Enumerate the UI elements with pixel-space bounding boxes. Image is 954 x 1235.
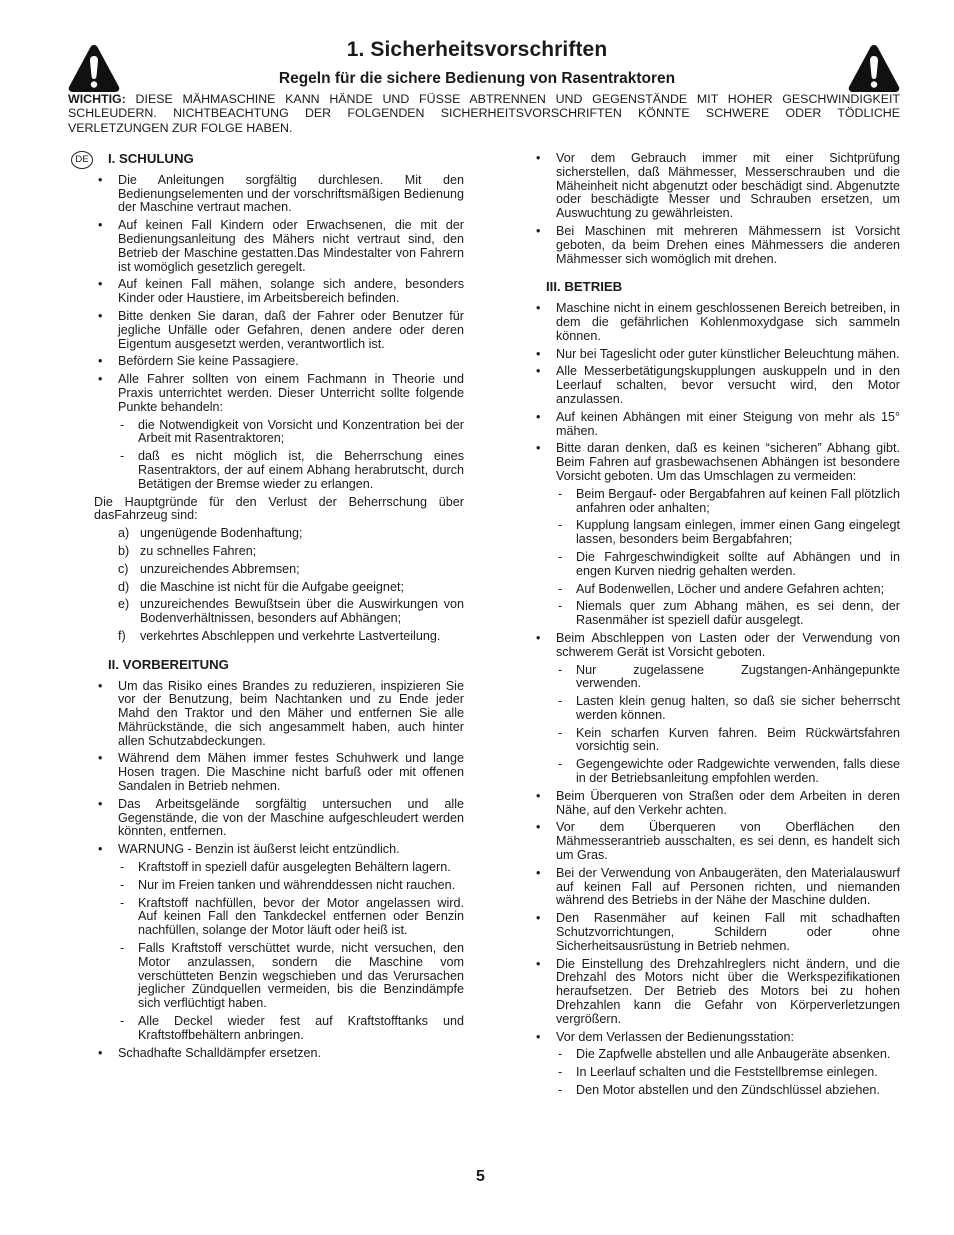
item-text: unzureichendes Bewußtsein über die Auswirkungen von Bodenverhältnissen, besonders auf Abhängen;: [140, 597, 464, 626]
sub-list-item: - Die Zapfwelle abstellen und alle Anbaugeräte absenken.: [556, 1048, 900, 1062]
list-item: • Bitte denken Sie daran, daß der Fahrer oder Benutzer für jegliche Unfälle oder Gefahren, denen andere oder deren Eigentum ausgesetzt werden, verantwortlich ist.: [94, 310, 464, 351]
list-item: • Alle Messerbetätigungskupplungen auskuppeln und in den Leerlauf schalten, bevor versucht wird, den Motor anzulassen.: [532, 365, 900, 406]
sub-list-item: - Lasten klein genug halten, so daß sie sicher beherrscht werden können.: [556, 695, 900, 723]
sub-list-item: - In Leerlauf schalten und die Feststellbremse einlegen.: [556, 1066, 900, 1080]
list-item: • Bei der Verwendung von Anbaugeräten, den Materialauswurf auf keinen Fall auf Personen richten, und niemanden während des Betriebs in der Nähe der Maschine dulden.: [532, 867, 900, 908]
list-item: • Vor dem Überqueren von Oberflächen den Mähmesserantrieb ausschalten, es sei denn, es handelt sich um Gras.: [532, 821, 900, 862]
item-text: verkehrtes Abschleppen und verkehrte Lastverteilung.: [140, 628, 441, 643]
list-item: • Nur bei Tageslicht oder guter künstlicher Beleuchtung mähen.: [532, 348, 900, 362]
sub-list-item: - Den Motor abstellen und den Zündschlüssel abziehen.: [556, 1084, 900, 1098]
schulung-sublist: [118, 419, 464, 492]
sub-list-item: - Kraftstoff nachfüllen, bevor der Motor angelassen wird. Auf keinen Fall den Tankdeckel entfernen oder Benzin nachfüllen, solange der Motor läuft oder heiß ist.: [118, 897, 464, 938]
item-text: die Maschine ist nicht für die Aufgabe geeignet;: [140, 579, 404, 594]
section-heading-betrieb: III. BETRIEB: [546, 279, 623, 295]
list-item-with-sublist: [532, 1031, 900, 1098]
page-number: 5: [476, 1168, 485, 1185]
list-item: [94, 630, 464, 644]
list-item: • Maschine nicht in einem geschlossenen Bereich betreiben, in dem die gefährlichen Kohlenmoxydgase sich sammeln können.: [532, 302, 900, 343]
sub-list-item: - Niemals quer zum Abhang mähen, es sei denn, der Rasenmäher ist speziell dafür ausgelegt.: [556, 600, 900, 628]
sub-list-item: - daß es nicht möglich ist, die Beherrschung eines Rasentraktors, der auf einem Abhang herabrutscht, durch Betätigen der Bremse wieder zu erlangen.: [118, 450, 464, 491]
list-item: [94, 598, 464, 626]
slope-sublist: [556, 488, 900, 628]
list-item: • Schadhafte Schalldämpfer ersetzen.: [94, 1047, 464, 1061]
sub-list-item: - Die Fahrgeschwindigkeit sollte auf Abhängen und in engen Kurven niedrig gehalten werden.: [556, 551, 900, 579]
right-column: [532, 152, 900, 1102]
page-subtitle: Regeln für die sichere Bedienung von Rasentraktoren: [278, 70, 676, 87]
sub-list-item: - Gegengewichte oder Radgewichte verwenden, falls diese in der Betriebsanleitung empfohlen werden.: [556, 758, 900, 786]
list-item-text: Bitte daran denken, daß es keinen “sicheren” Abhang gibt. Beim Fahren auf grasbewachsenen Abhängen ist besondere Vorsicht geboten. Um das Umschlagen zu vermeiden:: [556, 441, 900, 483]
list-item: • Während dem Mähen immer festes Schuhwerk und lange Hosen tragen. Die Maschine nicht barfuß oder mit offenen Sandalen in Betrieb nehmen.: [94, 752, 464, 793]
list-item-with-sublist: [94, 373, 464, 491]
sub-list-item: - die Notwendigkeit von Vorsicht und Konzentration bei der Arbeit mit Rasentraktoren;: [118, 419, 464, 447]
list-item-text: WARNUNG - Benzin ist äußerst leicht entzündlich.: [118, 842, 400, 857]
list-item: • Den Rasenmäher auf keinen Fall mit schadhaften Schutzvorrichtungen, Schildern oder ohne Sicherheitsausrüstung in Betrieb nehmen.: [532, 912, 900, 953]
list-item: • Befördern Sie keine Passagiere.: [94, 355, 464, 369]
list-item: • Das Arbeitsgelände sorgfältig untersuchen und alle Gegenstände, die von der Maschine aufgeschleudert werden könnten, entfernen.: [94, 798, 464, 839]
item-label: d): [118, 579, 130, 594]
list-item: • Auf keinen Abhängen mit einer Steigung von mehr als 15° mähen.: [532, 411, 900, 439]
sub-list-item: - Alle Deckel wieder fest auf Kraftstofftanks und Kraftstoffbehältern anbringen.: [118, 1015, 464, 1043]
language-badge: DE: [71, 151, 93, 169]
list-item-text: Beim Abschleppen von Lasten oder der Verwendung von schwerem Gerät ist Vorsicht geboten.: [556, 630, 900, 659]
warning-text: DIESE MÄHMASCHINE KANN HÄNDE UND FÜSSE ABTRENNEN UND GEGENSTÄNDE MIT HOHER GESCHWINDIGKEIT SCHLEUDERN. NICHTBEACHTUNG DER FOLGENDEN SICHERHEITSVORSCHRIFTEN KÖNNTE SCHWERE ODER TÖDLICHE VERLETZUNGEN ZUR FOLGE HABEN.: [68, 92, 900, 135]
list-item-with-sublist: [532, 442, 900, 628]
vorbereitung-continued-list: [532, 152, 900, 266]
item-label: e): [118, 597, 130, 612]
list-item: • Auf keinen Fall Kindern oder Erwachsenen, die mit der Bedienungsanleitung des Mähers nicht vertraut sind, den Betrieb der Maschine gestatten.Das Mindestalter von Fahrern ist womöglich gesetzlich geregelt.: [94, 219, 464, 274]
item-text: zu schnelles Fahren;: [140, 543, 257, 558]
leaving-sublist: [556, 1048, 900, 1097]
towing-sublist: [556, 664, 900, 786]
list-item: • Um das Risiko eines Brandes zu reduzieren, inspizieren Sie vor der Benutzung, beim Nachtanken und zu Ende jeder Mahd den Traktor und den Mäher und entfernen Sie alle Mährückstände, die sich angesammelt haben, auch hinter allen Schutzabdeckungen.: [94, 680, 464, 749]
section-heading-vorbereitung: II. VORBEREITUNG: [108, 656, 229, 672]
sub-list-item: - Nur im Freien tanken und währenddessen nicht rauchen.: [118, 879, 464, 893]
sub-list-item: - Kraftstoff in speziell dafür ausgelegten Behältern lagern.: [118, 861, 464, 875]
list-item-with-sublist: [532, 632, 900, 786]
list-item: [94, 563, 464, 577]
list-item: [94, 545, 464, 559]
sub-list-item: - Nur zugelassene Zugstangen-Anhängepunkte verwenden.: [556, 664, 900, 692]
item-label: c): [118, 561, 129, 576]
left-column: [94, 152, 464, 1064]
warning-notice: [68, 92, 900, 135]
item-label: b): [118, 543, 130, 558]
list-item: [94, 527, 464, 541]
vorbereitung-list: [94, 680, 464, 1061]
schulung-list: [94, 174, 464, 492]
list-item: • Bei Maschinen mit mehreren Mähmessern ist Vorsicht geboten, da beim Drehen eines Mähmessers die anderen Mähmesser sich womöglich mit drehen.: [532, 225, 900, 266]
page-title: 1. Sicherheitsvorschriften: [346, 38, 608, 61]
list-item: • Die Anleitungen sorgfältig durchlesen. Mit den Bedienungselementen und der vorschriftsmäßigen Bedienung der Maschine vertraut machen.: [94, 174, 464, 215]
list-item-with-sublist: [94, 843, 464, 1042]
sub-list-item: - Auf Bodenwellen, Löcher und andere Gefahren achten;: [556, 583, 900, 597]
list-item-text: Vor dem Verlassen der Bedienungsstation:: [556, 1029, 795, 1044]
section-heading-schulung: I. SCHULUNG: [108, 151, 194, 166]
reasons-list: [94, 527, 464, 644]
sub-list-item: - Falls Kraftstoff verschüttet wurde, nicht versuchen, den Motor anzulassen, sondern die Maschine vom verschütteten Benzin wegschieben und das Verursachen jeglicher Zündquellen vermeiden, bis die Benzindämpfe sich verflüchtigt haben.: [118, 942, 464, 1011]
item-label: a): [118, 526, 130, 541]
list-item: [94, 581, 464, 595]
sub-list-item: - Kein scharfen Kurven fahren. Beim Rückwärtsfahren vorsichtig sein.: [556, 727, 900, 755]
item-text: unzureichendes Abbremsen;: [140, 561, 300, 576]
warning-label: WICHTIG:: [68, 92, 126, 106]
vorbereitung-sublist: [118, 861, 464, 1043]
list-item: • Auf keinen Fall mähen, solange sich andere, besonders Kinder oder Haustiere, im Arbeitsbereich befinden.: [94, 278, 464, 306]
item-text: ungenügende Bodenhaftung;: [140, 526, 303, 541]
list-item: • Die Einstellung des Drehzahlreglers nicht ändern, und die Drehzahl des Motors nicht über die Werkspezifikationen heraufsetzen. Der Betrieb des Motors bei zu hohen Drehzahlen kann die Gefahr von Körperverletzungen vergrößern.: [532, 958, 900, 1027]
sub-list-item: - Beim Bergauf- oder Bergabfahren auf keinen Fall plötzlich anfahren oder anhalten;: [556, 488, 900, 516]
list-item-text: Alle Fahrer sollten von einem Fachmann in Theorie und Praxis unterrichtet werden. Dieser Unterricht sollte folgende Punkte behandeln:: [118, 372, 464, 414]
list-item: • Vor dem Gebrauch immer mit einer Sichtprüfung sicherstellen, daß Mähmesser, Messerschrauben und die Mäheinheit nicht abgenutzt oder beschädigt sind. Abgenutzte oder beschädigte Messer und Schrauben ersetzen, um Auswuchtung zu gewährleisten.: [532, 152, 900, 221]
list-item: • Beim Überqueren von Straßen oder dem Arbeiten in deren Nähe, auf den Verkehr achten.: [532, 790, 900, 818]
sub-list-item: - Kupplung langsam einlegen, immer einen Gang eingelegt lassen, besonders beim Bergabfahren;: [556, 519, 900, 547]
betrieb-list: [532, 302, 900, 1098]
paragraph-text: Die Hauptgründe für den Verlust der Beherrschung über dasFahrzeug sind:: [94, 494, 464, 523]
item-label: f): [118, 628, 126, 643]
